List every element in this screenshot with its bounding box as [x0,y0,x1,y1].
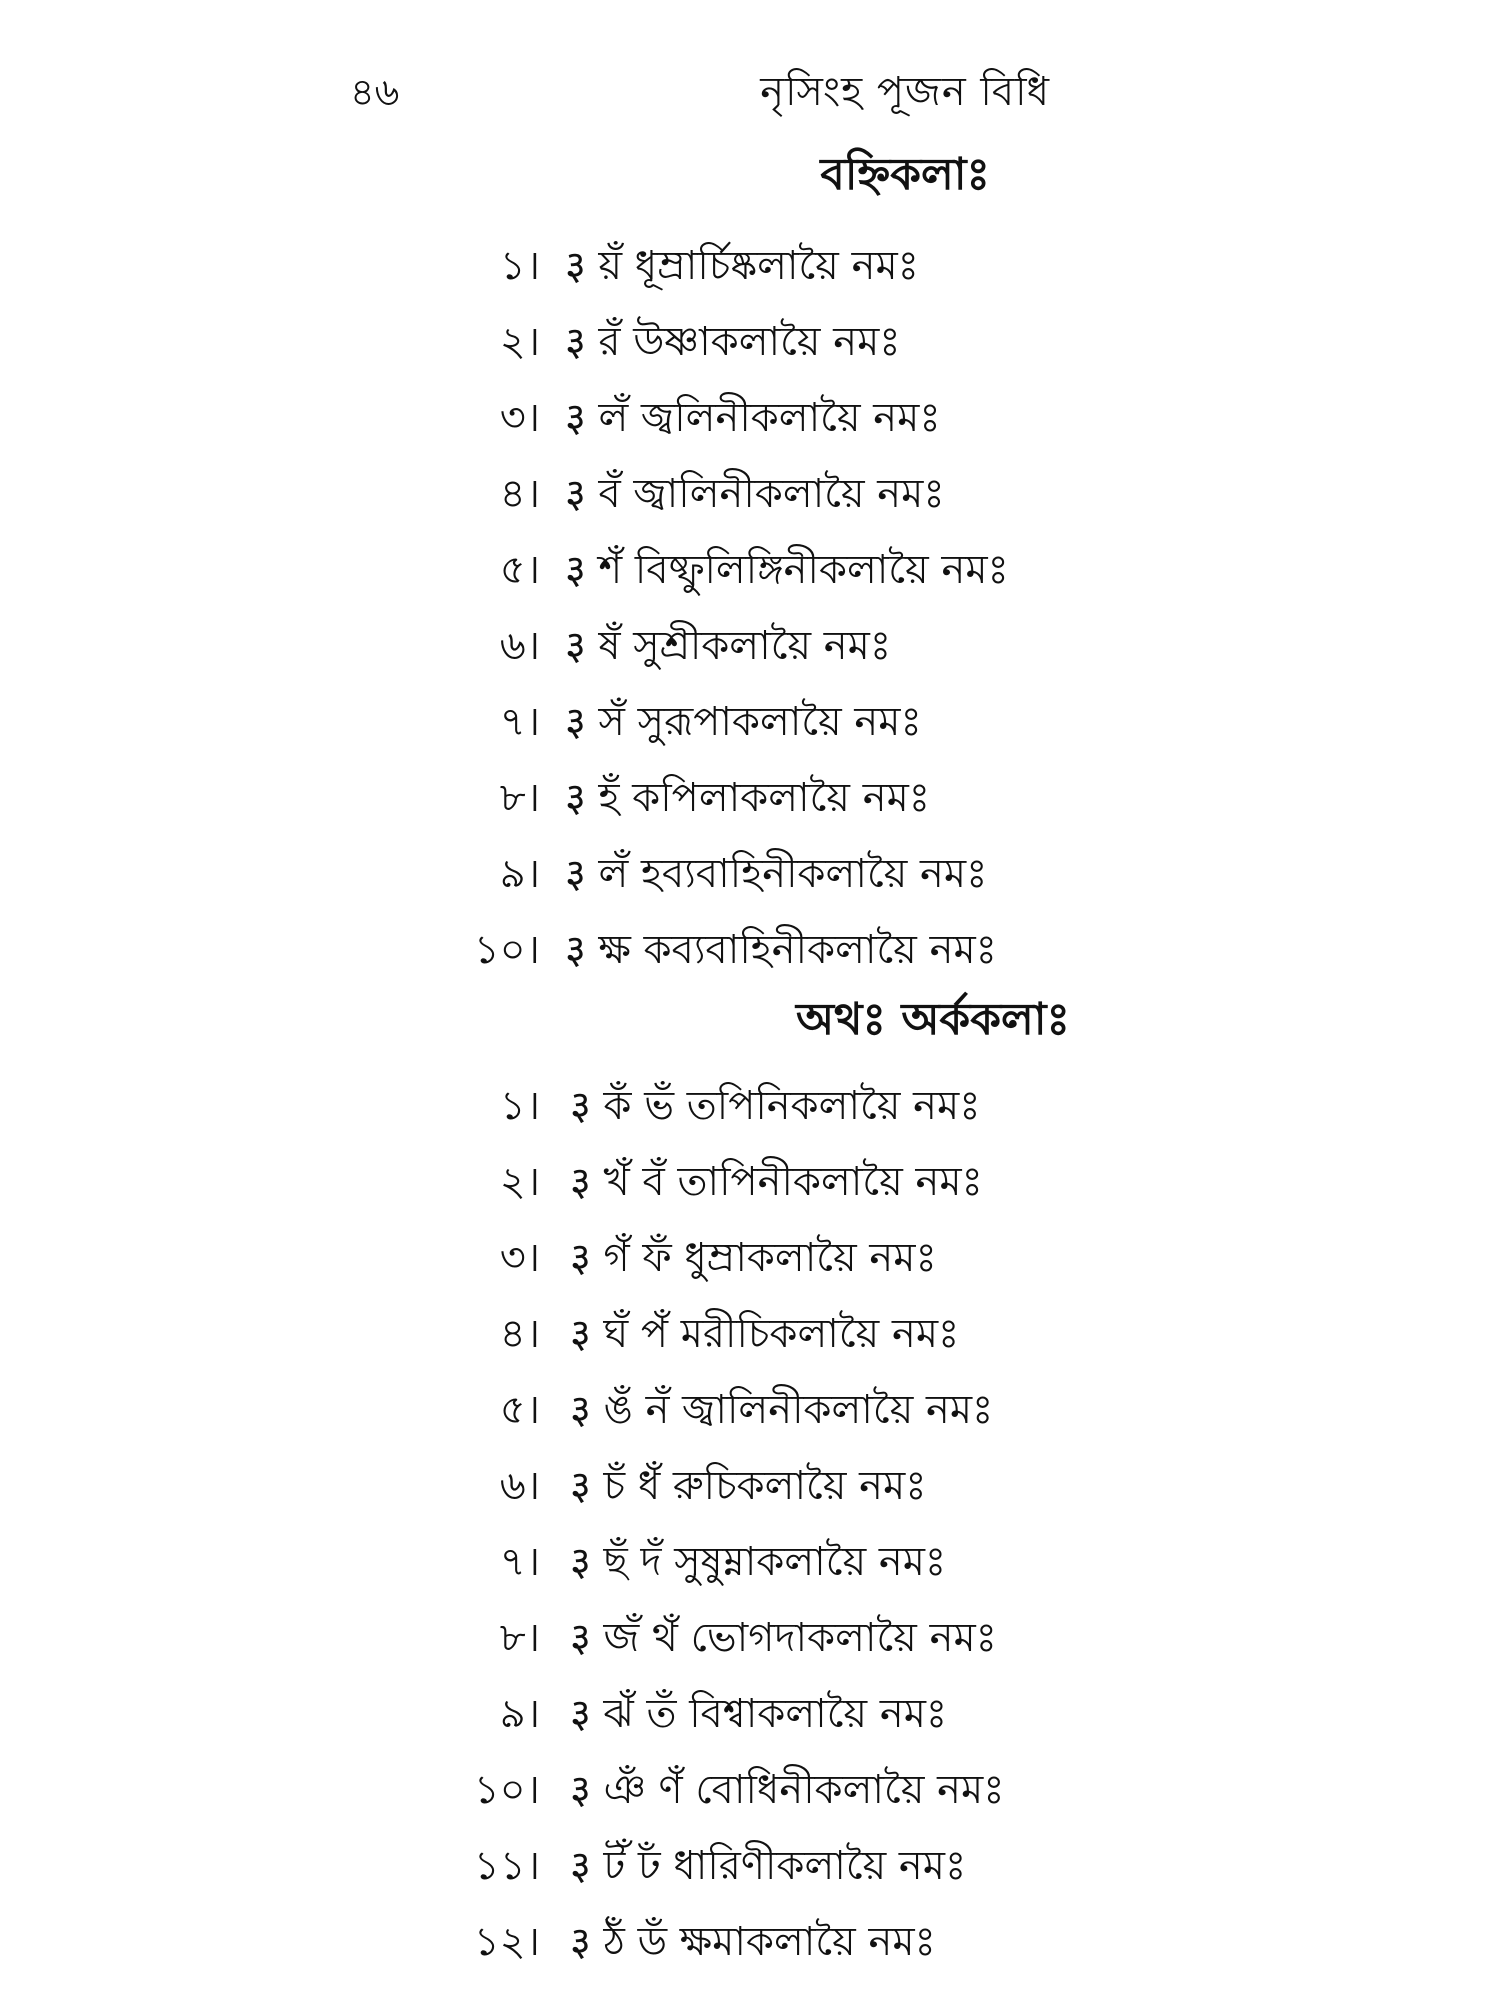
list-item [0,456,1500,532]
item-number: ৮। [499,775,540,821]
running-title: নৃসিংহ পূজন বিধি [760,69,1050,115]
section-heading-vahni-kala: বহ্নিকলাঃ [820,149,990,200]
item-number: ৬। [499,623,540,669]
item-number: ৯। [499,1691,540,1737]
item-number: ১০। [473,1767,540,1813]
list-item [0,608,1500,684]
list-item [0,380,1500,456]
mantra-text: ३ ছঁ দঁ সুষুম্নাকলায়ৈ নমঃ [570,1539,947,1585]
mantra-text: ३ গঁ ফঁ ধুম্রাকলায়ৈ নমঃ [570,1235,937,1281]
item-number: ৯। [499,851,540,897]
list-item [0,1220,1500,1296]
mantra-text: ३ খঁ বঁ তাপিনীকলায়ৈ নমঃ [570,1159,983,1205]
list-item [0,1372,1500,1448]
item-number: ৩। [499,395,540,441]
item-number: ১০। [473,927,540,973]
list-item [0,760,1500,836]
section-heading-arka-kala: অথঃ অর্ককলাঃ [795,994,1070,1045]
mantra-text: ३ ক্ষ কব্যবাহিনীকলায়ৈ নমঃ [565,927,998,973]
item-number: ১১। [473,1843,540,1889]
list-item [0,1828,1500,1904]
mantra-text: ३ ঠঁ ডঁ ক্ষমাকলায়ৈ নমঃ [570,1919,936,1965]
mantra-text: ३ শঁ বিষ্ফুলিঙ্গিনীকলায়ৈ নমঃ [565,547,1009,593]
list-item [0,1904,1500,1980]
item-number: ১। [499,1083,540,1129]
mantra-text: ३ সঁ সুরূপাকলায়ৈ নমঃ [565,699,922,745]
item-number: ৬। [499,1463,540,1509]
page-header [350,62,1050,122]
list-item [0,684,1500,760]
mantra-text: ३ ঞঁ ণঁ বোধিনীকলায়ৈ নমঃ [570,1767,1005,1813]
list-item [0,1600,1500,1676]
list-item [0,1144,1500,1220]
list-item [0,1448,1500,1524]
item-number: ১। [499,243,540,289]
item-number: ২। [499,319,540,365]
item-number: ১২। [473,1919,540,1965]
mantra-text: ३ হঁ কপিলাকলায়ৈ নমঃ [565,775,931,821]
item-number: ৫। [499,1387,540,1433]
mantra-text: ३ লঁ জ্বলিনীকলায়ৈ নমঃ [565,395,941,441]
list-item [0,228,1500,304]
mantra-text: ३ টঁ ঢঁ ধারিণীকলায়ৈ নমঃ [570,1843,967,1889]
mantra-text: ३ লঁ হব্যবাহিনীকলায়ৈ নমঃ [565,851,988,897]
list-item [0,1296,1500,1372]
mantra-text: ३ জঁ থঁ ভোগদাকলায়ৈ নমঃ [570,1615,997,1661]
list-item [0,532,1500,608]
item-number: ৩। [499,1235,540,1281]
mantra-text: ३ চঁ ধঁ রুচিকলায়ৈ নমঃ [570,1463,927,1509]
list-item [0,836,1500,912]
item-number: ৫। [499,547,540,593]
list-item [0,1752,1500,1828]
list-item [0,304,1500,380]
mantra-list-vahni-kala [0,228,1500,988]
item-number: ৪। [499,1311,540,1357]
mantra-text: ३ ষঁ সুশ্রীকলায়ৈ নমঃ [565,623,892,669]
mantra-text: ३ ঝঁ তঁ বিশ্বাকলায়ৈ নমঃ [570,1691,948,1737]
mantra-text: ३ ঘঁ পঁ মরীচিকলায়ৈ নমঃ [570,1311,960,1357]
item-number: ৪। [499,471,540,517]
item-number: ৭। [499,699,540,745]
mantra-text: ३ বঁ জ্বালিনীকলায়ৈ নমঃ [565,471,945,517]
list-item [0,1068,1500,1144]
item-number: ৭। [499,1539,540,1585]
mantra-text: ३ কঁ ভঁ তপিনিকলায়ৈ নমঃ [570,1083,981,1129]
mantra-text: ३ য়ঁ ধূম্রার্চিষ্কলায়ৈ নমঃ [565,243,919,289]
page-number: ৪৬ [350,70,400,114]
mantra-list-arka-kala [0,1068,1500,1980]
list-item [0,1524,1500,1600]
list-item [0,912,1500,988]
item-number: ২। [499,1159,540,1205]
item-number: ৮। [499,1615,540,1661]
list-item [0,1676,1500,1752]
mantra-text: ३ রঁ উষ্ণাকলায়ৈ নমঃ [565,319,901,365]
mantra-text: ३ ঙঁ নঁ জ্বালিনীকলায়ৈ নমঃ [570,1387,994,1433]
